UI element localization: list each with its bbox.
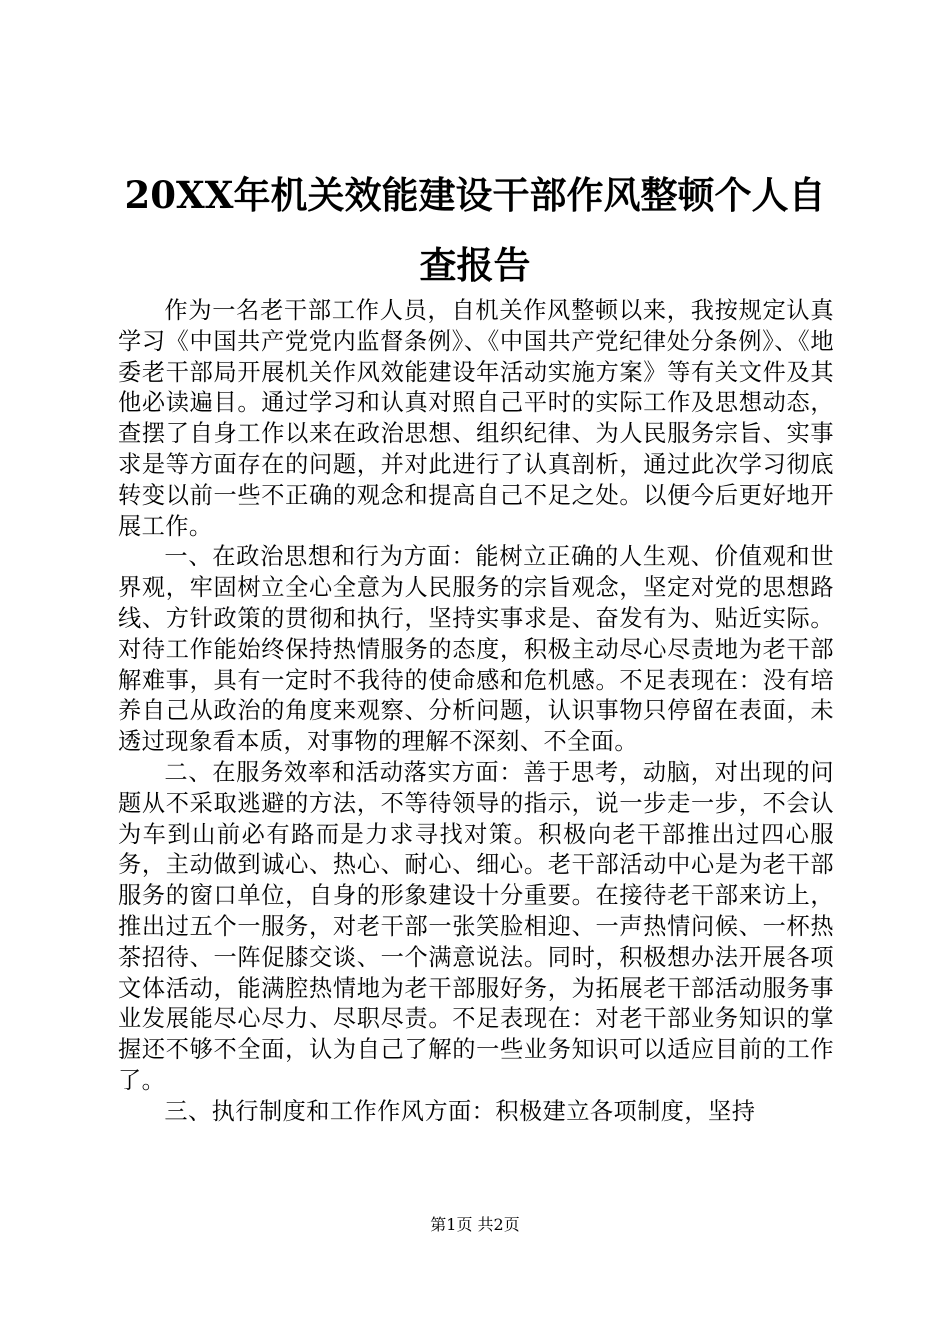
paragraph-section-3: 三、执行制度和工作作风方面：积极建立各项制度，坚持 <box>164 1097 756 1125</box>
document-body <box>118 296 834 1128</box>
paragraph-intro: 作为一名老干部工作人员，自机关作风整顿以来，我按规定认真学习《中国共产党党内监督条例》、《中国共产党纪律处分条例》、《地委老干部局开展机关作风效能建设年活动实施方案》等有关文件及其他必读遍目。通过学习和认真对照自己平时的实际工作及思想动态，查摆了自身工作以来在政治思想、组织纪律、为人民服务宗旨、实事求是等方面存在的问题，并对此进行了认真剖析，通过此次学习彻底转变以前一些不正确的观念和提高自己不足之处。以便今后更好地开展工作。 <box>118 297 834 540</box>
document-title: 20XX年机关效能建设干部作风整顿个人自查报告 <box>124 173 826 287</box>
paragraph-section-2: 二、在服务效率和活动落实方面：善于思考，动脑，对出现的问题从不采取逃避的方法，不等待领导的指示，说一步走一步，不会认为车到山前必有路而是力求寻找对策。积极向老干部推出过四心服务，主动做到诚心、热心、耐心、细心。老干部活动中心是为老干部服务的窗口单位，自身的形象建设十分重要。在接待老干部来访上，推出过五个一服务，对老干部一张笑脸相迎、一声热情问候、一杯热茶招待、一阵促膝交谈、一个满意说法。同时，积极想办法开展各项文体活动，能满腔热情地为老干部服好务，为拓展老干部活动服务事业发展能尽心尽力、尽职尽责。不足表现在：对老干部业务知识的掌握还不够不全面，认为自己了解的一些业务知识可以适应目前的工作了。 <box>118 758 834 1094</box>
paragraph-section-1: 一、在政治思想和行为方面：能树立正确的人生观、价值观和世界观，牢固树立全心全意为人民服务的宗旨观念，坚定对党的思想路线、方针政策的贯彻和执行，坚持实事求是、奋发有为、贴近实际。对待工作能始终保持热情服务的态度，积极主动尽心尽责地为老干部解难事，具有一定时不我待的使命感和危机感。不足表现在：没有培养自己从政治的角度来观察、分析问题，认识事物只停留在表面，未透过现象看本质，对事物的理解不深刻、不全面。 <box>118 543 834 756</box>
page-footer: 第1页 共2页 <box>430 1215 520 1234</box>
